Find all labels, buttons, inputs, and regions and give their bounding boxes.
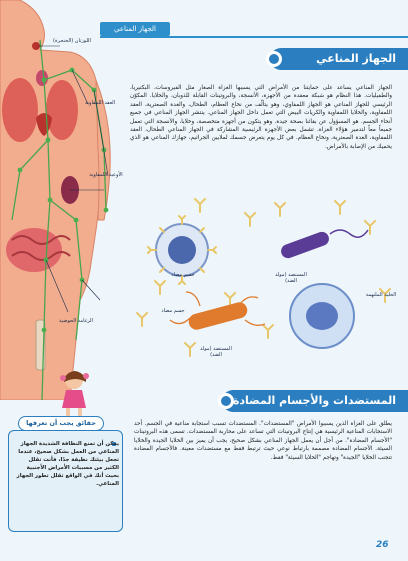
label-lymph-ducts: الرغامة الحوضية: [59, 318, 93, 324]
section-header-immune-system: [270, 48, 408, 70]
bacterium-icon: [279, 230, 368, 260]
page-number: 26: [376, 540, 389, 550]
anatomy-illustration: [0, 0, 128, 400]
section2-paragraph: يطلق على الغزاة الذين يسببوا الأمراض "المستضدات". المستضدات تسبب استجابة مناعية في الجسم. أحد الاستجابات المناعية الرئيسية هي إنتاج البروتينات التي تساعد على محاربة المستضدات. تسمى هذه البروتينات "الأجسام المضادة". من أجل أن يعمل الجهاز المناعي بشكل صحيح، يجب أن يميز بين الخلايا الجيدة والخلايا السيئة. الأجسام المضادة مصممة بارتباط نوعي حيث ترتبط فقط مع مستضدات معينة. فالأجسام المضادة تتجنب الخلايا "الجيدة" وتهاجم "الخلايا السيئة" فقط.: [134, 421, 392, 461]
label-antigen-bottom: المستضد (مولد الضد): [200, 346, 232, 358]
cells-illustration: [130, 198, 400, 363]
section-title: الجهاز المناعي: [316, 52, 396, 65]
section-title: المستضدات والأجسام المضادة: [232, 394, 396, 407]
label-cell-wall: الخلية الملتهمة: [365, 292, 397, 298]
label-lymph-vessels: الأوعية اللمفاوية: [89, 172, 123, 178]
body-silhouette: [0, 0, 110, 400]
section1-paragraph: الجهاز المناعي يساعد على حمايتنا من الأمراض التي يسببها الغزاة الصغار مثل الفيروسات، البكتيريا، والطفيليات. هذا النظام هو شبكة معقدة من الأجهزة، الأنسجة، والبروتينات القابلة للذوبان، والخلايا. المكوّن الرئيسي للجهاز المناعي هو الجهاز اللمفاوي، وهو يتألّف من نخاع العظام، الطحال، والغدة الصعترية، العقد اللمفاوية، والخلايا اللمفاوية والكريات البيض التي تعمل داخل الجهاز المناعي. ينتشر الجهاز المناعي في جميع أنحاء الجسم. هو المسؤول عن بقائنا بصحة جيدة. وهو يتكون من أجهزة متخصصة، وخلايا، والأنسجة التي تعمل جميعاً معاً لتدمير هؤلاء الغزاة. تشمل بعض الأجهزة الرئيسية المشاركة في الجهاز المناعي الطحال، العقد اللمفاوية، الغدة الصعترية، ونخاع العظام. في كل يوم يتعرض جسمك لملايين الجراثيم، جهازك المناعي هو الذي يحميك من الإصابة بالأمراض.: [130, 85, 392, 150]
section-header-antigens: [222, 390, 408, 412]
chapter-tab: الجهاز المناعي: [100, 22, 170, 36]
header-ring-icon: [218, 393, 234, 409]
girl-illustration: [58, 368, 92, 418]
lung-icon: [2, 78, 38, 142]
label-antigen-top: المستضد (مولد الضد): [275, 272, 307, 284]
facts-title: حقائق يجب أن تعرفها: [18, 416, 104, 431]
facts-text: يمكن أن تمنع النظافة الشديدة الجهاز المناعي من العمل بشكل صحيح، عندما تجعل بيئتك نظيفة جدًا، فأنت تقلل الكثير من مسببات الأمراض الأجنبية بحيث أنك في الواقع تقلل تطور الجهاز المناعي.: [16, 441, 119, 487]
thymus-icon: [36, 70, 48, 86]
top-rule: [100, 36, 408, 38]
lung-icon: [46, 80, 78, 140]
header-ring-icon: [266, 51, 282, 67]
macrophage-icon: [290, 284, 354, 348]
label-lymph-nodes-upper: العقد اللمفاوية: [84, 100, 116, 106]
label-antibody: جسم مضاد: [171, 272, 195, 278]
label-tonsils: اللوزتان (الحنجرة): [53, 38, 91, 44]
label-antibody2: جسم مضاد: [161, 308, 185, 314]
